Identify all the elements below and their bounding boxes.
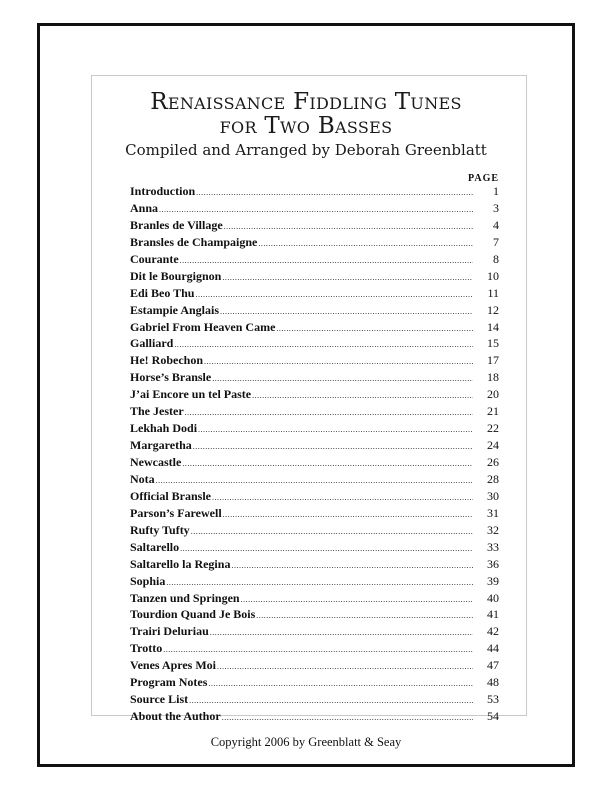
toc-entry (130, 488, 499, 505)
toc-entry-page: 44 (487, 641, 499, 656)
toc-entry-title: Tourdion Quand Je Bois (130, 607, 256, 622)
toc-entry (130, 319, 499, 336)
toc-entry-title: Horse’s Bransle (130, 370, 212, 385)
toc-entry-page: 41 (487, 607, 499, 622)
toc-entry-page: 24 (487, 438, 499, 453)
toc-entry-page: 11 (487, 285, 499, 300)
toc-entry-title: Program Notes (130, 675, 208, 690)
toc-entry (130, 674, 499, 691)
toc-entry (130, 454, 499, 471)
toc-entry-title: Edi Beo Thu (130, 285, 195, 300)
toc-entry-page: 54 (487, 709, 499, 724)
toc-entry-title: J’ai Encore un tel Paste (130, 387, 252, 402)
toc-entry (130, 691, 499, 708)
toc-entry (130, 251, 499, 268)
toc-entry (130, 590, 499, 607)
toc-entry (130, 234, 499, 251)
toc-entry-page: 30 (487, 488, 499, 503)
toc-entry (130, 606, 499, 623)
toc-dot-leader (180, 253, 473, 270)
copyright-notice: Copyright 2006 by Greenblatt & Seay (210, 735, 402, 749)
toc-dot-leader (223, 507, 473, 524)
toc-entry (130, 285, 499, 302)
toc-entry-title: Venes Apres Moi (130, 658, 217, 673)
toc-entry (130, 505, 499, 522)
toc-entry (130, 217, 499, 234)
toc-entry-title: Anna (130, 200, 159, 215)
toc-entry-title: Dit le Bourgignon (130, 268, 222, 283)
toc-entry (130, 386, 499, 403)
toc-entry-page: 26 (487, 455, 499, 469)
toc-entry-page: 15 (487, 336, 499, 351)
toc-dot-leader (210, 625, 473, 642)
toc-entry-title: Sophia (130, 573, 166, 588)
toc-entry (130, 522, 499, 539)
toc-entry-page: 3 (493, 200, 499, 215)
toc-dot-leader (222, 710, 473, 727)
toc-entry-page: 22 (487, 421, 499, 436)
toc-entry-page: 33 (487, 539, 499, 554)
toc-entry (130, 420, 499, 437)
toc-entry (130, 183, 499, 200)
toc-entry-page: 47 (487, 658, 499, 673)
toc-dot-leader (195, 287, 473, 304)
toc-dot-leader (208, 676, 473, 693)
toc-entry (130, 335, 499, 352)
toc-dot-leader (182, 456, 473, 473)
toc-entry-page: 32 (487, 522, 499, 537)
toc-entry-title: Branles de Village (130, 217, 223, 232)
toc-entry-page: 14 (487, 319, 499, 334)
table-of-contents (130, 183, 499, 725)
toc-entry-title: Estampie Anglais (130, 302, 220, 317)
toc-entry-title: Nota (130, 471, 155, 486)
toc-entry-title: Rufty Tufty (130, 522, 190, 537)
toc-dot-leader (189, 693, 473, 710)
toc-entry-title: Parson’s Farewell (130, 505, 222, 520)
toc-entry-title: He! Robechon (130, 353, 203, 368)
book-title-line1: Renaissance Fiddling Tunes (150, 89, 462, 115)
toc-entry-title: Margaretha (130, 438, 192, 453)
toc-entry-page: 1 (493, 184, 499, 198)
toc-entry-title: Official Bransle (130, 488, 211, 503)
toc-entry (130, 657, 499, 674)
toc-entry-title: Gabriel From Heaven Came (130, 319, 276, 334)
toc-entry (130, 623, 499, 640)
toc-entry-title: Courante (130, 251, 179, 266)
toc-entry-title: Trotto (130, 641, 163, 656)
toc-entry-title: Saltarello la Regina (130, 556, 231, 571)
toc-entry-title: Trairi Deluriau (130, 624, 209, 639)
toc-entry (130, 708, 499, 725)
toc-entry-page: 7 (493, 234, 499, 249)
toc-entry (130, 369, 499, 386)
book-title-line2: for Two Basses (219, 113, 393, 139)
toc-dot-leader (231, 558, 473, 575)
toc-dot-leader (204, 354, 473, 371)
toc-entry-title: Newcastle (130, 455, 182, 469)
toc-entry-title: Introduction (130, 184, 196, 198)
toc-entry (130, 471, 499, 488)
toc-dot-leader (212, 490, 473, 507)
toc-entry (130, 302, 499, 319)
toc-entry (130, 268, 499, 285)
toc-entry (130, 437, 499, 454)
page-column-header: PAGE (468, 173, 500, 184)
toc-entry (130, 403, 499, 420)
toc-entry-page: 4 (493, 217, 499, 232)
toc-dot-leader (256, 608, 473, 625)
toc-entry-page: 53 (487, 692, 499, 707)
toc-entry-title: About the Author (130, 709, 221, 724)
toc-entry (130, 539, 499, 556)
toc-dot-leader (196, 185, 473, 202)
toc-entry-page: 28 (487, 471, 499, 486)
toc-dot-leader (241, 592, 473, 609)
toc-entry-page: 10 (487, 268, 499, 283)
toc-dot-leader (217, 659, 473, 676)
toc-entry-page: 17 (487, 353, 499, 368)
toc-dot-leader (222, 270, 473, 287)
toc-dot-leader (224, 219, 473, 236)
toc-entry-title: Saltarello (130, 539, 180, 554)
toc-dot-leader (252, 388, 473, 405)
toc-entry-page: 20 (487, 387, 499, 402)
toc-entry-page: 36 (487, 556, 499, 571)
toc-entry-page: 8 (493, 251, 499, 266)
toc-entry-page: 39 (487, 573, 499, 588)
toc-entry-page: 42 (487, 624, 499, 639)
toc-dot-leader (174, 337, 473, 354)
toc-entry (130, 573, 499, 590)
toc-dot-leader (212, 371, 473, 388)
toc-entry (130, 200, 499, 217)
toc-entry-page: 18 (487, 370, 499, 385)
toc-entry-title: Tanzen und Springen (130, 590, 240, 605)
toc-entry (130, 556, 499, 573)
book-subtitle: Compiled and Arranged by Deborah Greenblatt (125, 141, 487, 159)
toc-entry-title: Galliard (130, 336, 174, 351)
toc-dot-leader (191, 524, 473, 541)
toc-dot-leader (185, 405, 473, 422)
toc-entry (130, 352, 499, 369)
toc-entry-page: 48 (487, 675, 499, 690)
toc-dot-leader (276, 321, 473, 338)
toc-dot-leader (198, 422, 473, 439)
toc-dot-leader (258, 236, 473, 253)
toc-entry-page: 31 (487, 505, 499, 520)
toc-entry-page: 12 (487, 302, 499, 317)
toc-entry-page: 40 (487, 590, 499, 605)
toc-entry (130, 640, 499, 657)
toc-entry-page: 21 (487, 404, 499, 419)
toc-entry-title: The Jester (130, 404, 184, 419)
toc-entry-title: Source List (130, 692, 189, 707)
toc-dot-leader (193, 439, 473, 456)
toc-entry-title: Lekhah Dodi (130, 421, 198, 436)
toc-entry-title: Bransles de Champaigne (130, 234, 258, 249)
